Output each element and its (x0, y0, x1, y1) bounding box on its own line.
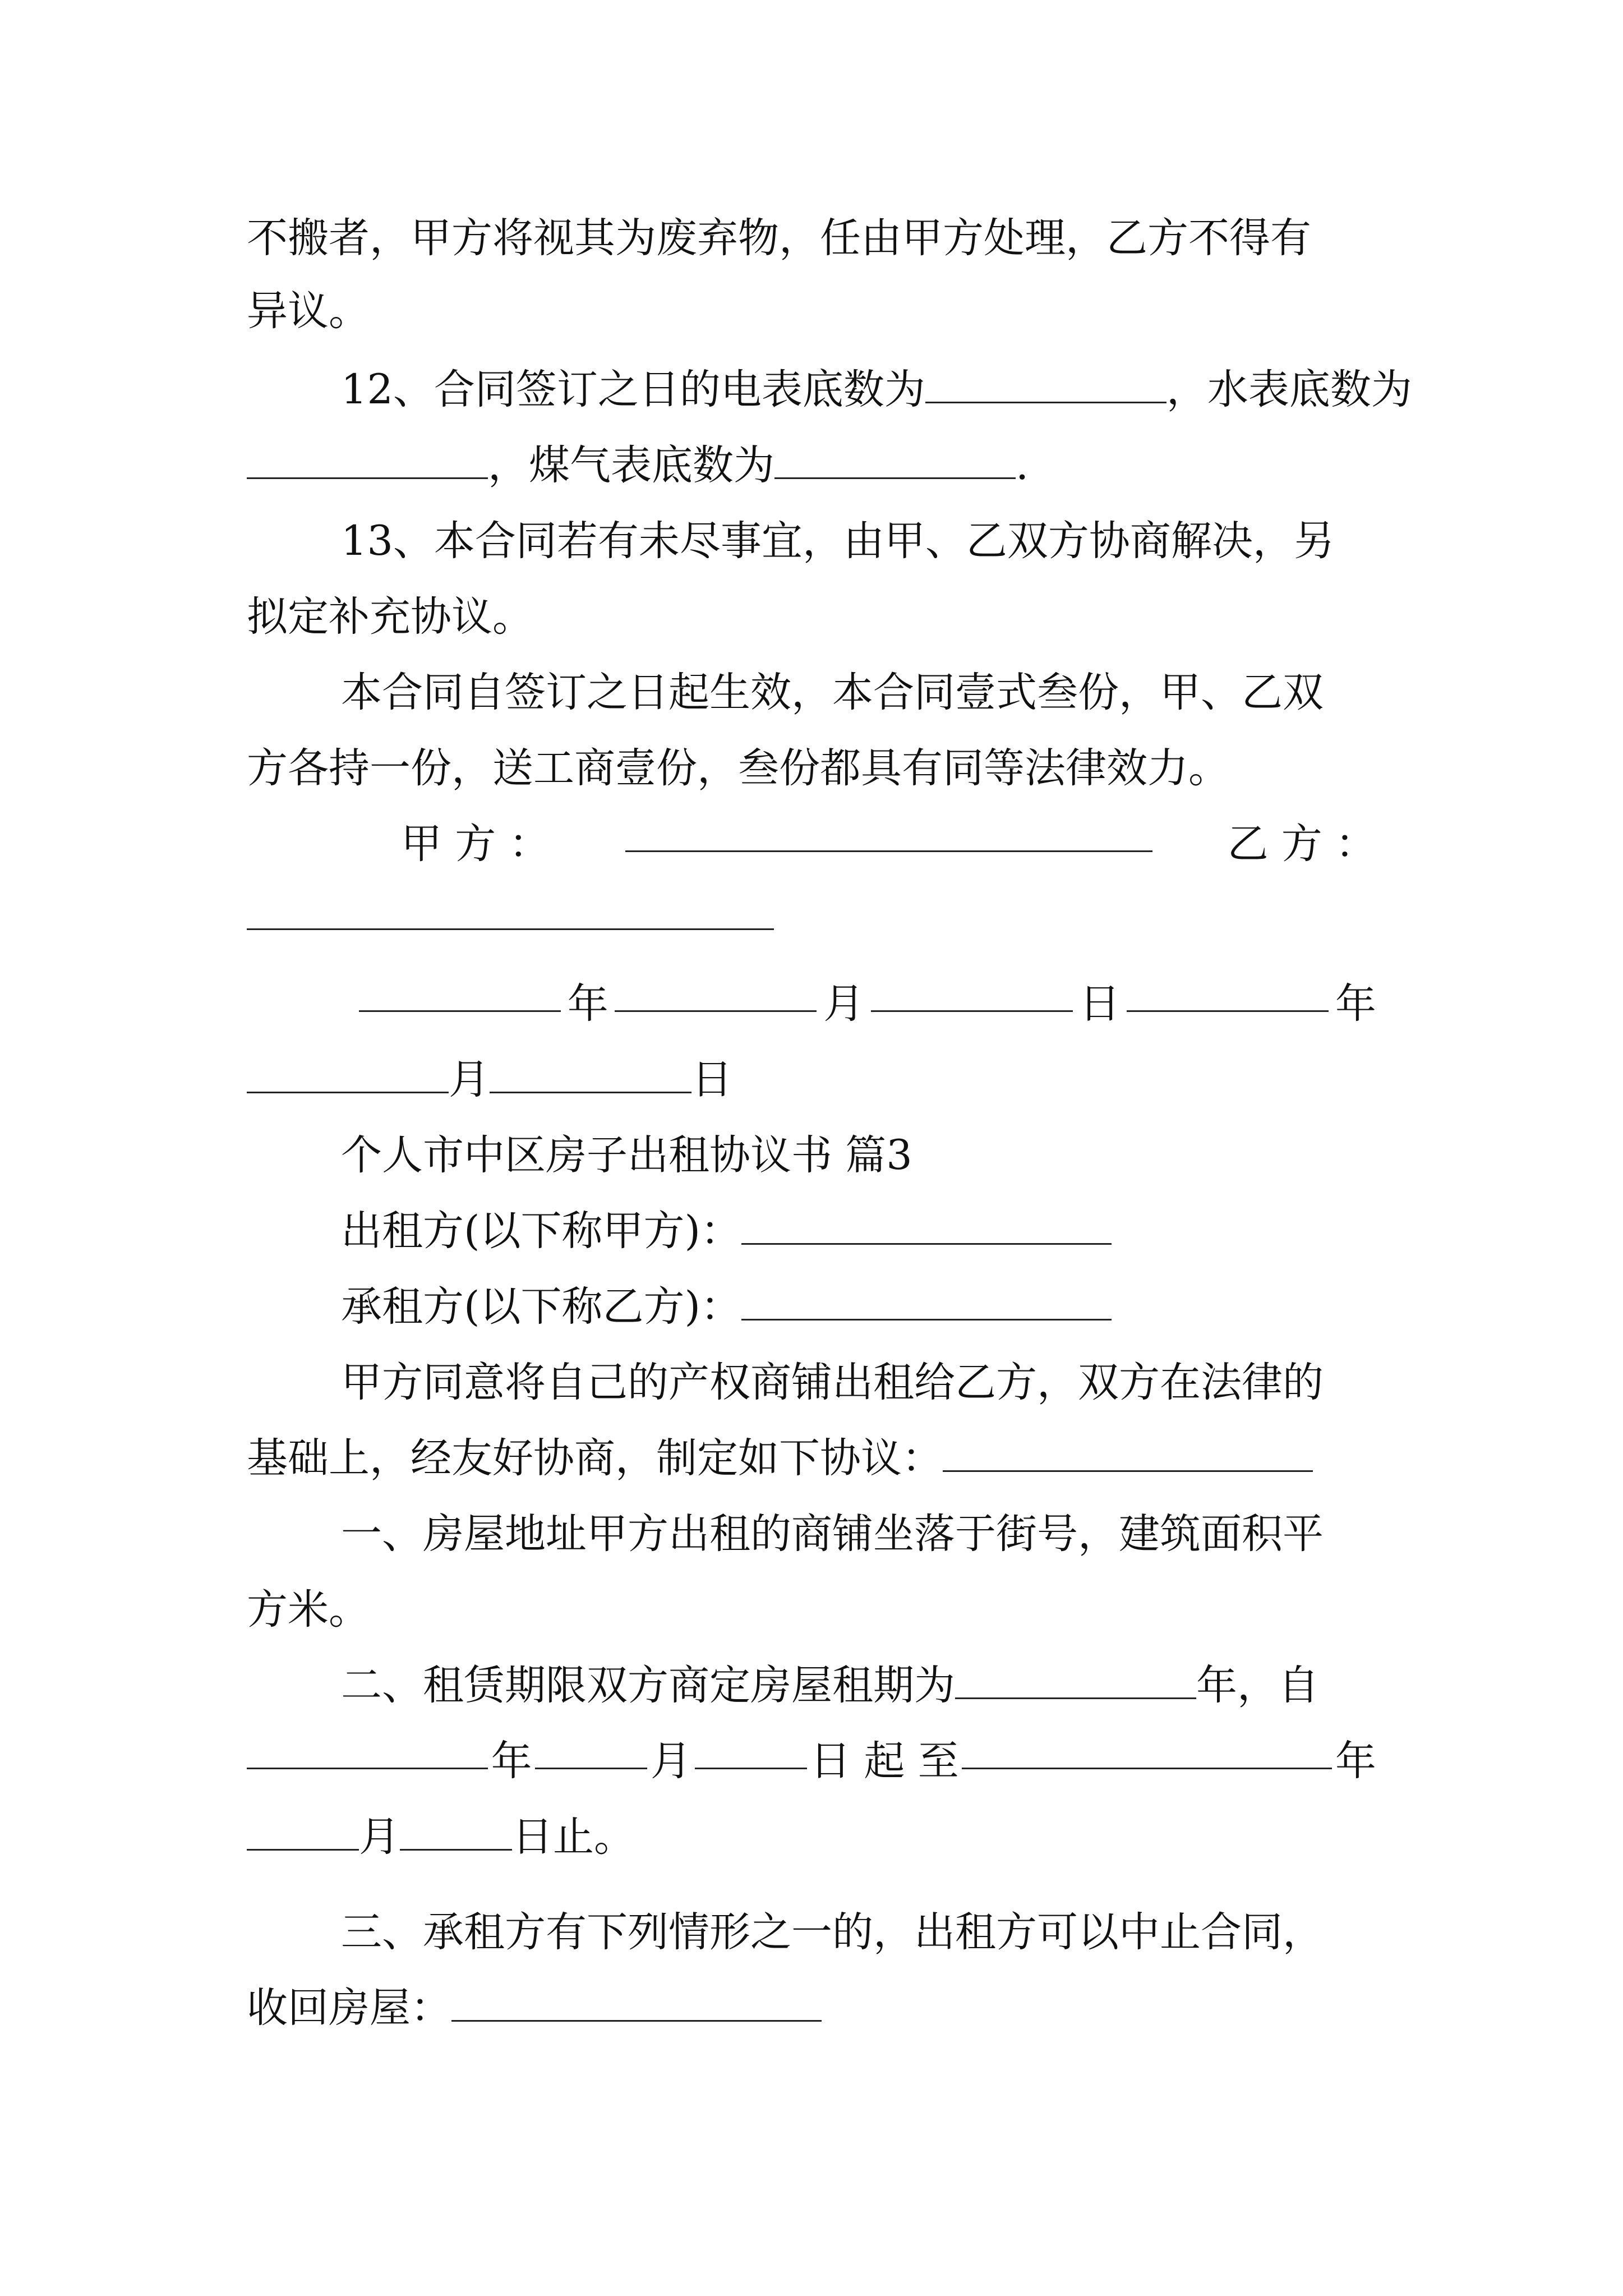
start-month-label: 月 (650, 1737, 691, 1785)
day-blank (871, 973, 1073, 1012)
until-label: 日止。 (512, 1813, 635, 1861)
day-blank-2 (490, 1055, 691, 1093)
party-a-label: 甲 方 ： (401, 820, 550, 868)
clause-3-line-1: 三、承租方有下列情形之一的，出租方可以中止合同， (341, 1908, 1324, 1956)
clause-12-text: 12、合同签订之日的电表底数为 (341, 366, 925, 413)
agreement-text: 基础上，经友好协商，制定如下协议： (247, 1434, 943, 1482)
end-day-blank (400, 1812, 512, 1851)
clause-2-line-1 (341, 1655, 1376, 1717)
start-day-blank (695, 1731, 807, 1769)
gas-meter-label: ，煤气表底数为 (488, 441, 774, 489)
clause-13-line-2: 拟定补充协议。 (247, 593, 533, 641)
lessee-label: 承租方(以下称乙方)： (341, 1283, 741, 1331)
agreement-blank (943, 1433, 1313, 1472)
month-blank (615, 973, 817, 1012)
party-a-signature-blank (625, 813, 1152, 852)
party-b-label: 乙 方 ： (1227, 820, 1376, 868)
effective-line-1: 本合同自签订之日起生效，本合同壹式叁份，甲、乙双 (341, 669, 1324, 716)
end-year-blank (962, 1731, 1332, 1769)
lease-years-blank (955, 1660, 1196, 1699)
electric-meter-blank (925, 365, 1166, 403)
year-blank-2 (1127, 973, 1329, 1012)
water-meter-blank (247, 440, 488, 479)
start-month-blank (535, 1731, 647, 1769)
from-to-label: 日 起 至 (810, 1737, 959, 1785)
lessee-line (341, 1276, 1376, 1338)
clause-3-line-2 (247, 1977, 1376, 2039)
year-blank (359, 973, 561, 1012)
lease-term-text: 二、租赁期限双方商定房屋租期为 (341, 1662, 955, 1709)
month-label-2: 月 (449, 1056, 490, 1103)
signature-line (401, 813, 1376, 875)
start-year-label: 年 (491, 1737, 532, 1785)
date-line-2 (247, 1049, 1376, 1111)
lessor-line (341, 1200, 1376, 1262)
meter-readings-line-2 (247, 435, 1376, 496)
gas-meter-blank (774, 440, 1016, 479)
lessor-label: 出租方(以下称甲方)： (341, 1207, 741, 1255)
date-line-1 (359, 973, 1376, 1035)
section-heading: 个人市中区房子出租协议书 篇3 (341, 1131, 912, 1179)
end-month-label: 月 (359, 1813, 400, 1861)
reclaim-blank (451, 1983, 822, 2022)
day-label-2: 日 (691, 1056, 732, 1103)
paragraph-line: 不搬者，甲方将视其为废弃物，任由甲方处理，乙方不得有 (247, 214, 1311, 262)
lessee-blank (741, 1282, 1112, 1320)
month-label: 月 (823, 980, 865, 1028)
end-month-blank (247, 1812, 359, 1851)
effective-line-2: 方各持一份，送工商壹份，叁份都具有同等法律效力。 (247, 744, 1229, 792)
paragraph-line: 异议。 (247, 287, 370, 335)
agreement-line-1: 甲方同意将自己的产权商铺出租给乙方，双方在法律的 (341, 1359, 1324, 1406)
clause-1-line-1: 一、房屋地址甲方出租的商铺坐落于街号，建筑面积平 (341, 1510, 1324, 1558)
clause-13-line-1: 13、本合同若有未尽事宜，由甲、乙双方协商解决，另 (341, 517, 1335, 565)
meter-readings-line-1 (341, 359, 1412, 421)
lease-years-label: 年，自 (1196, 1662, 1319, 1709)
agreement-line-2 (247, 1428, 1376, 1489)
start-year-blank (247, 1731, 488, 1769)
day-label: 日 (1079, 980, 1121, 1028)
water-meter-label: ，水表底数为 (1166, 366, 1412, 413)
reclaim-text: 收回房屋： (247, 1984, 451, 2032)
party-b-signature-blank (247, 928, 774, 930)
period: . (1016, 441, 1029, 489)
clause-2-line-3 (247, 1806, 1376, 1868)
lessor-blank (741, 1206, 1112, 1245)
year-label-2: 年 (1335, 980, 1376, 1028)
clause-1-line-2: 方米。 (247, 1586, 370, 1634)
year-label: 年 (567, 980, 608, 1028)
month-blank-2 (247, 1055, 449, 1093)
end-year-label: 年 (1335, 1737, 1376, 1785)
clause-2-line-2 (247, 1731, 1376, 1792)
